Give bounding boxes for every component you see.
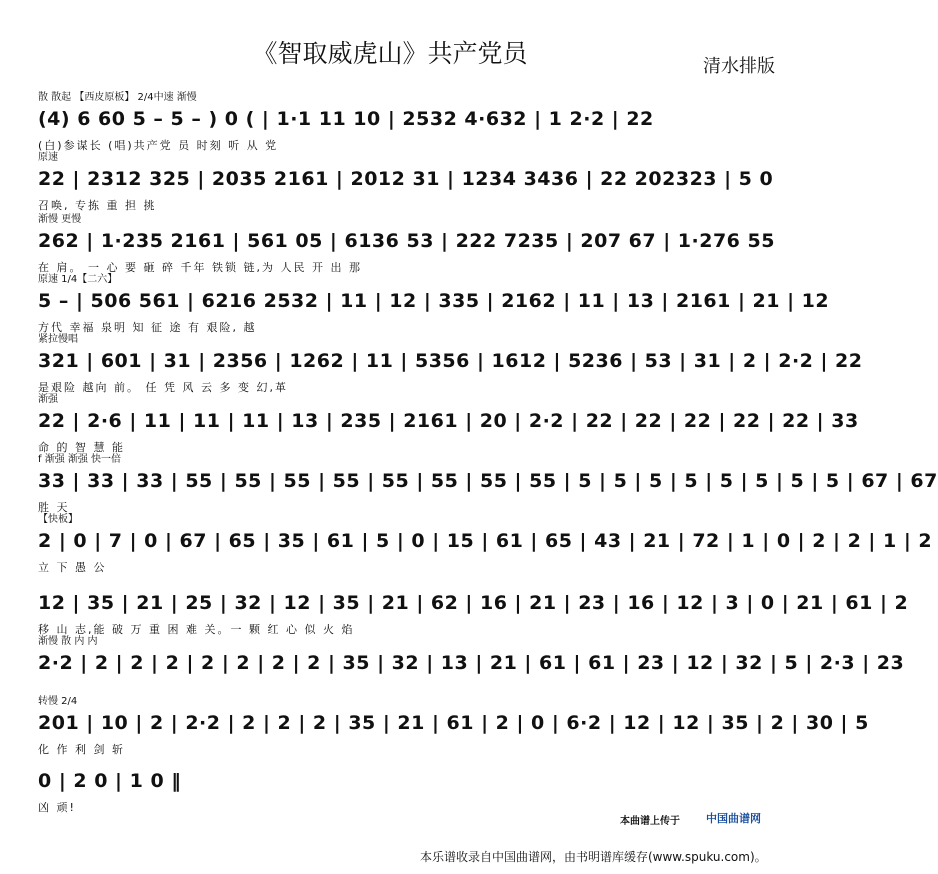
- notation-line: 321 | 601 | 31 | 2356 | 1262 | 11 | 5356 | 1612 | 5236 | 53 | 31 | 2 | 2·2 | 22: [38, 350, 863, 372]
- lyrics-line: 化 作 利 剑 斩: [38, 743, 125, 756]
- performance-marks: 紧拉慢唱: [38, 334, 78, 345]
- performance-marks: 渐慢 更慢: [38, 214, 82, 225]
- performance-marks: 原速: [38, 152, 58, 163]
- lyrics-line: 在 肩。 一 心 要 砸 碎 千年 铁锁 链,为 人民 开 出 那: [38, 261, 362, 274]
- lyrics-line: 移 山 志,能 破 万 重 困 难 关。一 颗 红 心 似 火 焰: [38, 623, 355, 636]
- performance-marks: f 渐强 渐强 快一倍: [38, 454, 122, 465]
- notation-line: 33 | 33 | 33 | 55 | 55 | 55 | 55 | 55 | 55 | 55 | 55 | 5 | 5 | 5 | 5 | 5 | 5 | 5 | 5 | 67 | 67: [38, 470, 938, 492]
- score-title: 《智取威虎山》共产党员: [252, 39, 528, 68]
- performance-marks: 原速 1/4【二六】: [38, 274, 118, 285]
- notation-line: 2 | 0 | 7 | 0 | 67 | 65 | 35 | 61 | 5 | 0 | 15 | 61 | 65 | 43 | 21 | 72 | 1 | 0 | 2 | 2 | 1 | 2: [38, 530, 933, 552]
- performance-marks: 转慢 2/4: [38, 696, 78, 707]
- arranger-credit: 清水排版: [703, 56, 775, 77]
- lyrics-line: (白)参谋长 (唱)共产党 员 时刻 听 从 党: [38, 139, 279, 152]
- site-logo: 中国曲谱网: [706, 812, 761, 825]
- performance-marks: [38, 750, 778, 764]
- performance-marks: 散 散起 【西皮原板】 2/4中速 渐慢: [38, 92, 197, 103]
- performance-marks: [38, 572, 778, 586]
- upload-note: 本曲谱上传于: [620, 816, 680, 827]
- lyrics-line: 召唤, 专拣 重 担 挑: [38, 199, 157, 212]
- performance-marks: 渐慢 散 内 内: [38, 636, 98, 647]
- lyrics-line: 是艰险 越向 前。 任 凭 风 云 多 变 幻,革: [38, 381, 288, 394]
- notation-line: 0 | 2 0 | 1 0 ‖: [38, 770, 182, 792]
- source-note: 本乐谱收录自中国曲谱网，由书明谱库缓存(www.spuku.com)。: [420, 850, 767, 864]
- notation-line: 262 | 1·235 2161 | 561 05 | 6136 53 | 222 7235 | 207 67 | 1·276 55: [38, 230, 775, 252]
- performance-marks: 【快板】: [38, 514, 78, 525]
- notation-line: 22 | 2312 325 | 2035 2161 | 2012 31 | 1234 3436 | 22 202323 | 5 0: [38, 168, 774, 190]
- lyrics-line: 方代 幸福 泉明 知 征 途 有 艰险, 越: [38, 321, 257, 334]
- notation-line: (4) 6 60 5 – 5 – ) 0 ( | 1·1 11 10 | 2532 4·632 | 1 2·2 | 22: [38, 108, 654, 130]
- notation-line: 201 | 10 | 2 | 2·2 | 2 | 2 | 2 | 35 | 21 | 61 | 2 | 0 | 6·2 | 12 | 12 | 35 | 2 | 30 | 5: [38, 712, 869, 734]
- lyrics-line: 凶 顽!: [38, 801, 76, 814]
- notation-line: 22 | 2·6 | 11 | 11 | 11 | 13 | 235 | 2161 | 20 | 2·2 | 22 | 22 | 22 | 22 | 22 | 33: [38, 410, 859, 432]
- notation-line: 12 | 35 | 21 | 25 | 32 | 12 | 35 | 21 | 62 | 16 | 21 | 23 | 16 | 12 | 3 | 0 | 21 | 61 | 2: [38, 592, 909, 614]
- lyrics-line: 胜 天: [38, 501, 70, 514]
- lyrics-line: 命 的 智 慧 能: [38, 441, 125, 454]
- notation-line: 2·2 | 2 | 2 | 2 | 2 | 2 | 2 | 2 | 35 | 32 | 13 | 21 | 61 | 61 | 23 | 12 | 32 | 5 | 2·3 | 23: [38, 652, 905, 674]
- lyrics-line: 立 下 愚 公: [38, 561, 107, 574]
- performance-marks: 渐强: [38, 394, 58, 405]
- notation-line: 5 – | 506 561 | 6216 2532 | 11 | 12 | 335 | 2162 | 11 | 13 | 2161 | 21 | 12: [38, 290, 830, 312]
